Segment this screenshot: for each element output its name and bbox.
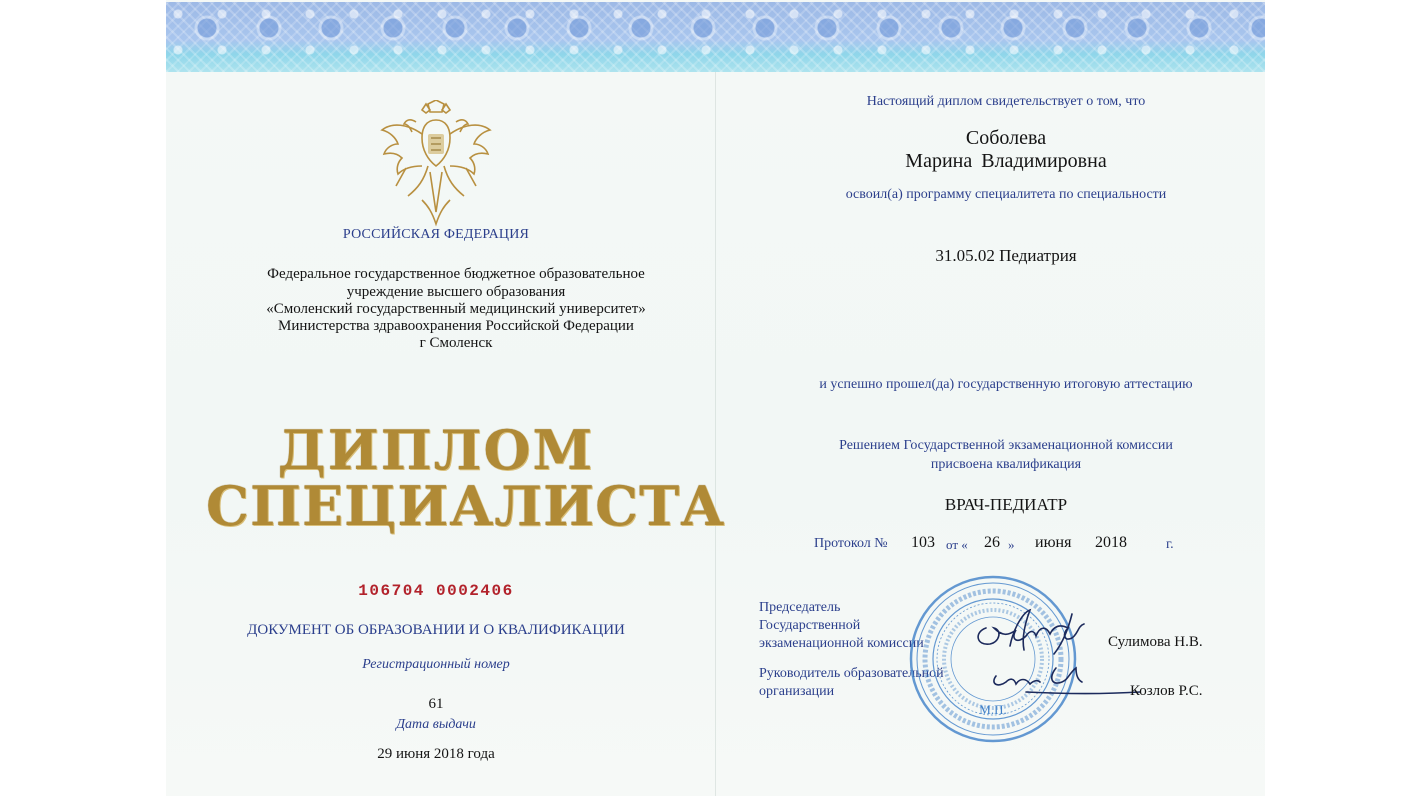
institution-line-5: г Смоленск [419, 335, 493, 351]
institution-line-4: Министерства здравоохранения Российской Федерации [278, 318, 634, 334]
institution-line-3: «Смоленский государственный медицинский университет» [266, 301, 646, 317]
issue-date: 29 июня 2018 года [377, 746, 495, 762]
mastered-program-text: освоил(а) программу специалитета по специальности [845, 187, 1167, 202]
signatures-icon [966, 606, 1146, 716]
institution-line-1: Федеральное государственное бюджетное образовательное [267, 266, 645, 282]
head-title-line-2: организации [759, 684, 835, 699]
protocol-number: 103 [911, 534, 935, 551]
specialty: 31.05.02 Педиатрия [935, 246, 1077, 265]
chair-name: Сулимова Н.В. [1108, 634, 1203, 650]
seal-mp-text: М.П. [979, 702, 1007, 717]
diploma-document [166, 0, 1265, 796]
qualification: ВРАЧ-ПЕДИАТР [944, 495, 1068, 514]
head-title-line-1: Руководитель образовательной [759, 666, 944, 681]
institution-line-2: учреждение высшего образования [346, 284, 566, 300]
coat-of-arms-icon [376, 100, 496, 228]
chair-title-line-3: экзаменационной комиссии [759, 636, 924, 651]
graduate-given-names: Марина Владимировна [905, 150, 1107, 172]
registration-number-label: Регистрационный номер [362, 657, 510, 672]
chair-title-line-2: Государственной [759, 618, 861, 633]
issue-date-label: Дата выдачи [396, 717, 476, 732]
graduate-surname: Соболева [965, 127, 1047, 149]
registration-number: 61 [428, 696, 444, 712]
protocol-year-suffix: г. [1166, 537, 1174, 552]
page-fold [715, 72, 716, 796]
protocol-day: 26 [984, 534, 1000, 551]
protocol-label: Протокол № [814, 536, 888, 551]
protocol-month: июня [1035, 534, 1072, 551]
serial-number: 106704 0002406 [358, 582, 514, 600]
country-name: РОССИЙСКАЯ ФЕДЕРАЦИЯ [342, 227, 530, 242]
document-type: ДОКУМЕНТ ОБ ОБРАЗОВАНИИ И О КВАЛИФИКАЦИИ [247, 622, 625, 638]
certifies-text: Настоящий диплом свидетельствует о том, что [866, 94, 1146, 109]
header-rosette-pattern [166, 2, 1265, 52]
attestation-text: и успешно прошел(да) государственную итоговую аттестацию [819, 377, 1193, 392]
diploma-title-line-2: СПЕЦИАЛИСТА [206, 474, 726, 538]
protocol-year: 2018 [1095, 534, 1127, 551]
diploma-title-line-1: ДИПЛОМ [277, 418, 595, 482]
protocol-from: от « [946, 537, 968, 552]
commission-decision-line-1: Решением Государственной экзаменационной комиссии [839, 438, 1173, 453]
chair-title-line-1: Председатель [759, 600, 841, 615]
commission-decision-line-2: присвоена квалификация [930, 457, 1082, 472]
head-name: Козлов Р.С. [1130, 683, 1203, 699]
protocol-close-quote: » [1008, 537, 1015, 552]
